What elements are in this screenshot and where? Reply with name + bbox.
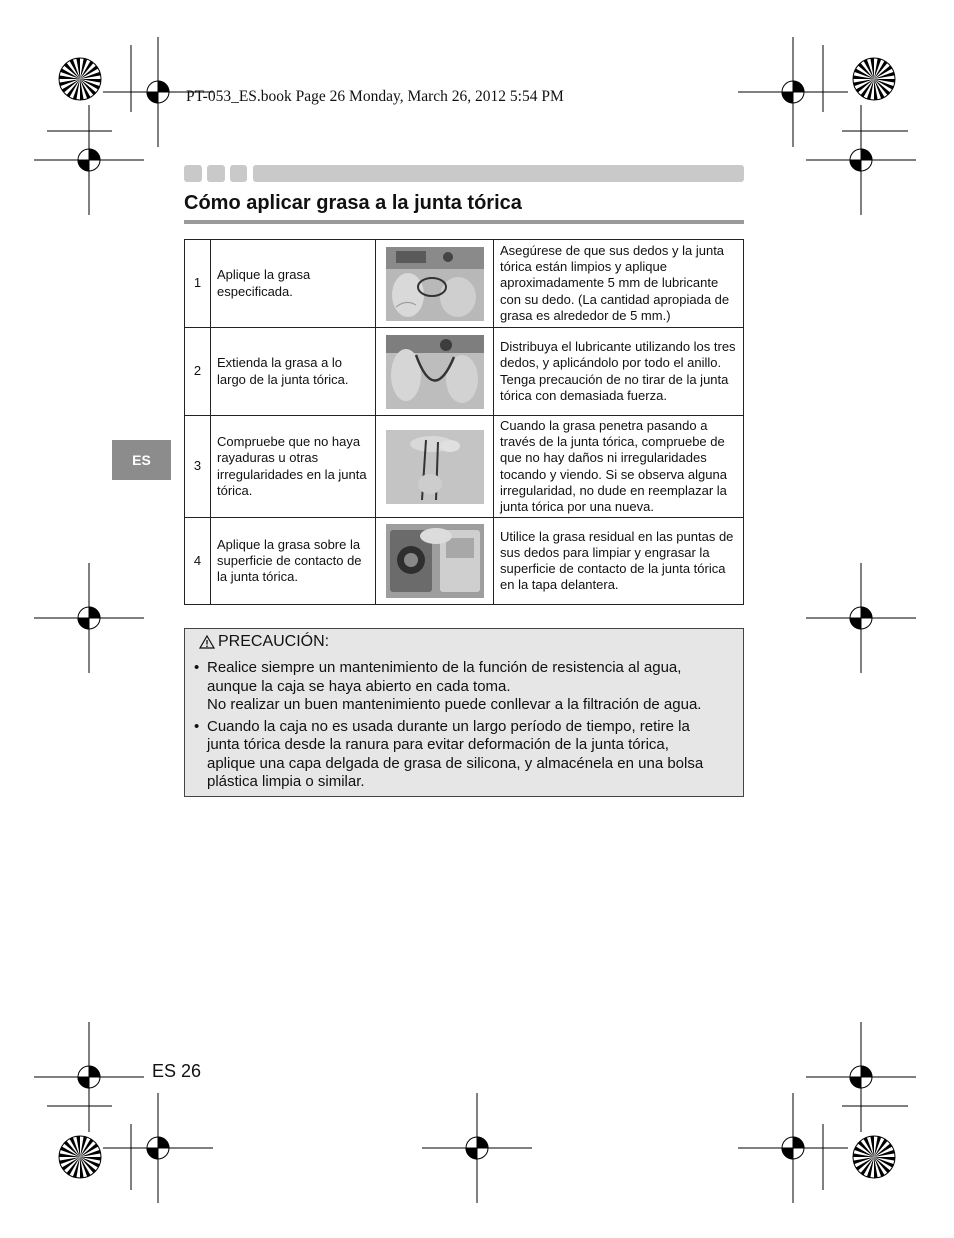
registration-mark — [806, 1022, 916, 1132]
registration-mark — [738, 37, 848, 147]
checking-o-ring-photo — [386, 430, 484, 504]
caution-line: plástica limpia o similar. — [207, 773, 365, 790]
step-number: 3 — [185, 416, 211, 518]
star-target — [59, 1136, 101, 1178]
step-description: Utilice la grasa residual en las puntas de sus dedos para limpiar y engrasar la superficie de contacto de la junta tórica en la tapa delantera. — [494, 518, 744, 605]
table-row — [185, 328, 744, 416]
language-tab: ES — [112, 440, 171, 480]
greasing-housing-photo — [386, 524, 484, 598]
table-row — [185, 240, 744, 328]
section-tab-bar-long — [253, 165, 744, 182]
caution-heading — [199, 633, 329, 651]
section-title: Cómo aplicar grasa a la junta tórica — [184, 192, 522, 214]
title-underline — [184, 220, 744, 224]
registration-mark — [34, 1022, 144, 1132]
step-description: Distribuya el lubricante utilizando los tres dedos, y aplicándolo por todo el anillo. Tenga precaución de no tirar de la junta tórica con demasiada fuerza. — [494, 328, 744, 416]
caution-line: aunque la caja se haya abierto en cada toma. — [207, 677, 511, 695]
registration-mark — [34, 105, 144, 215]
registration-mark — [422, 1093, 532, 1203]
step-label: Extienda la grasa a lo largo de la junta tórica. — [211, 328, 376, 416]
caution-line: No realizar un buen mantenimiento puede conllevar a la filtración de agua. — [207, 696, 702, 713]
caution-line: junta tórica desde la ranura para evitar deformación de la junta tórica, — [207, 736, 669, 753]
step-number: 4 — [185, 518, 211, 605]
star-target — [59, 58, 101, 100]
step-photo-cell — [376, 240, 494, 328]
caution-line: Realice siempre un mantenimiento de la función de resistencia al agua, — [207, 659, 682, 676]
step-label: Compruebe que no haya rayaduras u otras irregularidades en la junta tórica. — [211, 416, 376, 518]
registration-mark — [806, 105, 916, 215]
section-tab-2 — [207, 165, 225, 182]
star-target — [853, 58, 895, 100]
registration-mark — [806, 563, 916, 673]
step-description: Asegúrese de que sus dedos y la junta tórica están limpios y aplique aproximadamente 5 mm de lubricante con su dedo. (La cantidad apropiada de grasa es alrededor de 5 mm.) — [494, 240, 744, 328]
step-photo-cell — [376, 416, 494, 518]
steps-table — [184, 239, 744, 605]
registration-mark — [103, 1093, 213, 1203]
caution-list — [185, 659, 741, 795]
step-label: Aplique la grasa sobre la superficie de contacto de la junta tórica. — [211, 518, 376, 605]
step-label: Aplique la grasa especificada. — [211, 240, 376, 328]
warning-icon — [199, 635, 215, 649]
section-tab-3 — [230, 165, 247, 182]
hands-applying-grease-photo — [386, 247, 484, 321]
table-row — [185, 416, 744, 518]
caution-item — [185, 659, 741, 715]
section-tab-bar — [184, 165, 744, 182]
step-number: 1 — [185, 240, 211, 328]
bullet: • — [194, 717, 200, 735]
caution-item — [185, 718, 741, 792]
bullet: • — [194, 659, 200, 676]
spreading-grease-photo — [386, 335, 484, 409]
caution-box — [184, 628, 744, 797]
caution-line: Cuando la caja no es usada durante un largo período de tiempo, retire la — [207, 717, 690, 735]
star-target — [853, 1136, 895, 1178]
registration-mark — [738, 1093, 848, 1203]
registration-mark — [34, 563, 144, 673]
step-photo-cell — [376, 328, 494, 416]
table-row — [185, 518, 744, 605]
step-number: 2 — [185, 328, 211, 416]
caution-line: aplique una capa delgada de grasa de silicona, y almacénela en una bolsa — [207, 754, 704, 772]
step-description: Cuando la grasa penetra pasando a través de la junta tórica, compruebe de que no hay daños ni irregularidades tocando y viendo. Si se observa alguna irregularidad, no dude en reemplazar la junta tórica por una nueva. — [494, 416, 744, 518]
section-tab-1 — [184, 165, 202, 182]
step-photo-cell — [376, 518, 494, 605]
book-header: PT-053_ES.book Page 26 Monday, March 26, 2012 5:54 PM — [186, 88, 564, 105]
caution-heading-text: PRECAUCIÓN: — [218, 633, 330, 650]
page-number: ES 26 — [152, 1061, 202, 1081]
